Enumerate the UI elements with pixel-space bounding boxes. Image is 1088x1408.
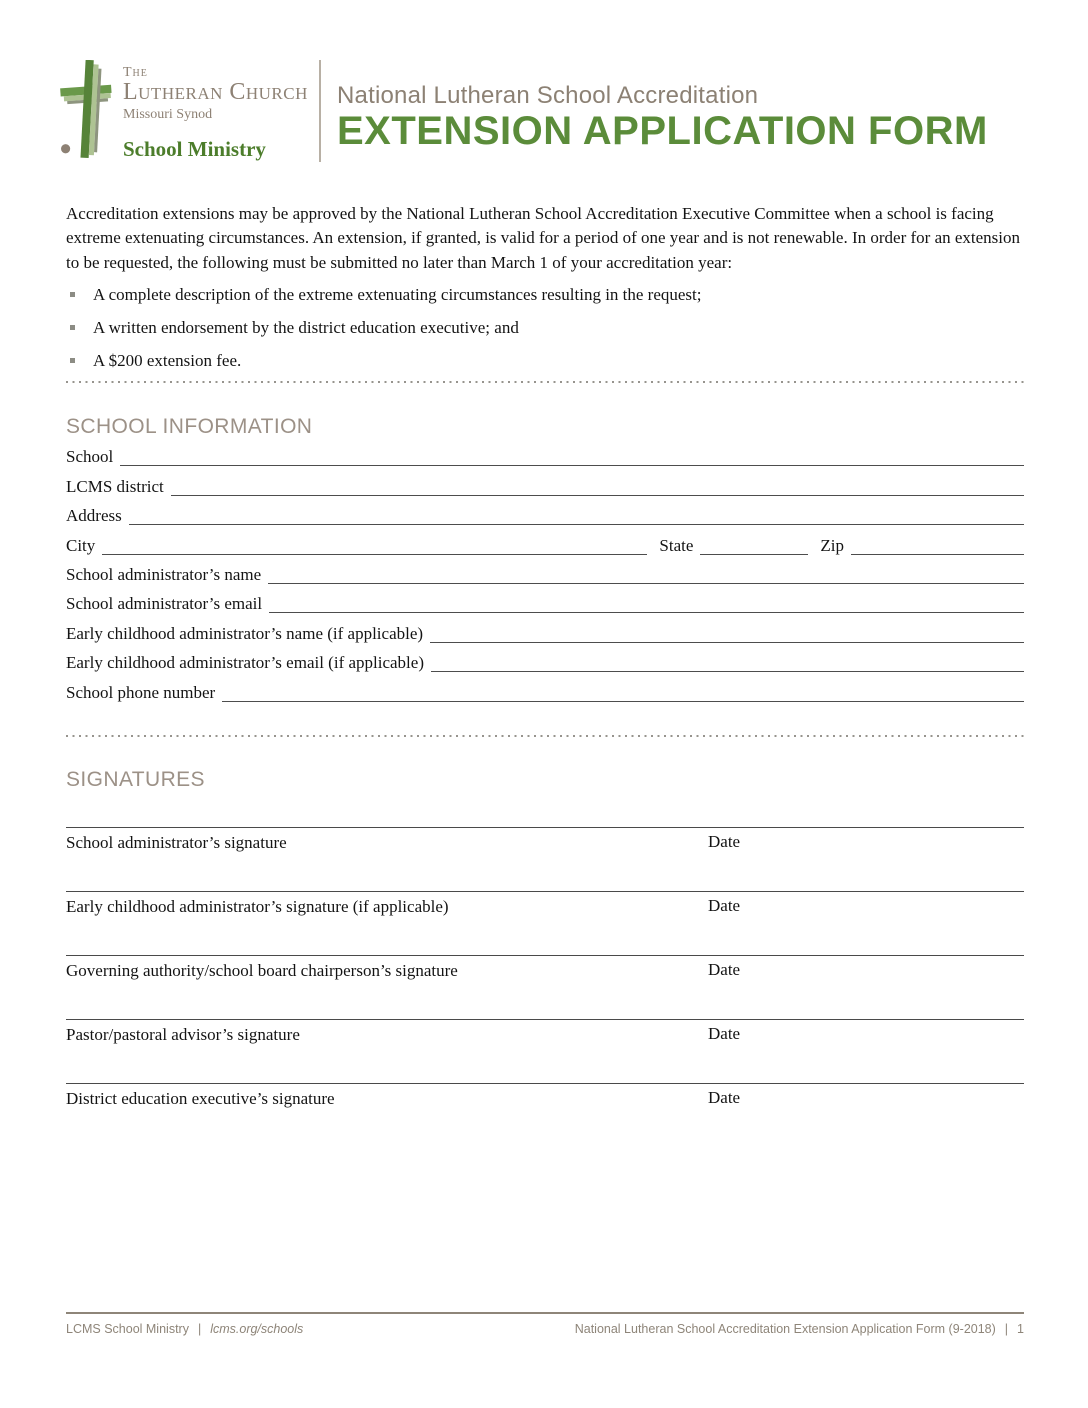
field-row-phone bbox=[66, 672, 1024, 701]
date-label: Date bbox=[708, 832, 741, 851]
header-divider-line bbox=[319, 60, 321, 162]
field-row-school bbox=[66, 437, 1024, 466]
phone-field-line[interactable] bbox=[222, 701, 1024, 702]
form-title-block bbox=[337, 60, 988, 152]
footer-page-number: 1 bbox=[1017, 1322, 1024, 1336]
signature-label: District education executive’s signature bbox=[66, 1089, 335, 1108]
signature-row bbox=[66, 827, 1024, 891]
logo-the: The bbox=[123, 65, 148, 80]
address-field-label: Address bbox=[66, 506, 122, 526]
list-item-text: A complete description of the extreme extenuating circumstances resulting in the request; bbox=[93, 284, 702, 304]
zip-field-line[interactable] bbox=[851, 554, 1024, 555]
signature-row bbox=[66, 955, 1024, 1019]
bullet-square-icon bbox=[70, 325, 75, 330]
city-field-label: City bbox=[66, 535, 96, 555]
footer-form-name: National Lutheran School Accreditation Extension Application Form (9-2018) bbox=[574, 1322, 996, 1336]
field-row-lcms-district bbox=[66, 466, 1024, 495]
phone-field-label: School phone number bbox=[66, 682, 216, 702]
ec-admin-name-field-label: Early childhood administrator’s name (if applicable) bbox=[66, 623, 424, 643]
ec-admin-name-field-line[interactable] bbox=[430, 642, 1024, 643]
requirements-list bbox=[66, 284, 1024, 373]
list-item bbox=[66, 350, 1024, 373]
footer-right bbox=[575, 1322, 1024, 1336]
logo-synod: Missouri Synod bbox=[123, 107, 213, 123]
ec-admin-email-field-line[interactable] bbox=[431, 671, 1024, 672]
signature-label: Pastor/pastoral advisor’s signature bbox=[66, 1025, 300, 1044]
school-field-line[interactable] bbox=[120, 465, 1024, 466]
address-field-line[interactable] bbox=[129, 524, 1024, 525]
signature-row bbox=[66, 1083, 1024, 1147]
field-row-admin-email bbox=[66, 584, 1024, 613]
admin-name-field-label: School administrator’s name bbox=[66, 564, 262, 584]
admin-name-field-line[interactable] bbox=[268, 583, 1024, 584]
intro-section bbox=[66, 202, 1024, 383]
signature-label: Governing authority/school board chairperson’s signature bbox=[66, 961, 458, 980]
logo-wordmark bbox=[123, 60, 308, 162]
state-field-line[interactable] bbox=[700, 554, 808, 555]
dotted-divider bbox=[66, 735, 1024, 737]
date-label: Date bbox=[708, 896, 741, 915]
logo-church-name: Lutheran Church bbox=[123, 79, 308, 105]
signature-label: Early childhood administrator’s signature (if applicable) bbox=[66, 897, 449, 916]
form-subtitle: National Lutheran School Accreditation bbox=[337, 82, 759, 109]
admin-email-field-label: School administrator’s email bbox=[66, 594, 263, 614]
school-information-fields bbox=[66, 437, 1024, 702]
school-information-heading: SCHOOL INFORMATION bbox=[66, 415, 313, 438]
list-item-text: A $200 extension fee. bbox=[93, 350, 242, 370]
state-field-label: State bbox=[659, 535, 694, 555]
footer-separator: | bbox=[1004, 1322, 1009, 1336]
signatures-heading: SIGNATURES bbox=[66, 768, 205, 791]
field-row-city-state-zip bbox=[66, 525, 1024, 554]
date-label: Date bbox=[708, 960, 741, 979]
list-item-text: A written endorsement by the district education executive; and bbox=[93, 317, 519, 337]
dotted-divider bbox=[66, 381, 1024, 383]
lcms-district-field-label: LCMS district bbox=[66, 476, 164, 496]
signature-row bbox=[66, 1019, 1024, 1083]
school-field-label: School bbox=[66, 447, 114, 467]
date-label: Date bbox=[708, 1088, 741, 1107]
signature-row bbox=[66, 891, 1024, 955]
zip-field-label: Zip bbox=[820, 535, 844, 555]
logo-school-ministry: School Ministry bbox=[123, 136, 266, 161]
signature-rows bbox=[66, 827, 1024, 1147]
date-label: Date bbox=[708, 1024, 741, 1043]
ec-admin-email-field-label: Early childhood administrator’s email (if applicable) bbox=[66, 653, 424, 673]
field-row-ec-admin-name bbox=[66, 613, 1024, 642]
lcms-cross-icon bbox=[57, 60, 115, 162]
footer-left bbox=[66, 1322, 303, 1336]
footer-separator: | bbox=[197, 1322, 202, 1336]
list-item bbox=[66, 317, 1024, 340]
field-row-ec-admin-email bbox=[66, 643, 1024, 672]
bullet-square-icon bbox=[70, 358, 75, 363]
intro-paragraph: Accreditation extensions may be approved by the National Lutheran School Accreditation Executive Committee when a school is facing extreme extenuating circumstances. An extension, if granted, is valid for a period of one year and is not renewable. In order for an extension to be requested, the following must be submitted no later than March 1 of your accreditation year: bbox=[66, 204, 1021, 272]
field-row-address bbox=[66, 496, 1024, 525]
bullet-square-icon bbox=[70, 292, 75, 297]
city-field-line[interactable] bbox=[102, 554, 647, 555]
field-row-admin-name bbox=[66, 555, 1024, 584]
page-header bbox=[57, 60, 1038, 162]
lcms-district-field-line[interactable] bbox=[171, 495, 1024, 496]
lcms-logo bbox=[57, 60, 319, 162]
signature-label: School administrator’s signature bbox=[66, 833, 287, 852]
footer-url: lcms.org/schools bbox=[210, 1322, 304, 1336]
footer-org: LCMS School Ministry bbox=[66, 1322, 189, 1336]
admin-email-field-line[interactable] bbox=[269, 612, 1024, 613]
form-title: EXTENSION APPLICATION FORM bbox=[337, 108, 988, 153]
page-footer bbox=[66, 1312, 1024, 1336]
list-item bbox=[66, 284, 1024, 307]
